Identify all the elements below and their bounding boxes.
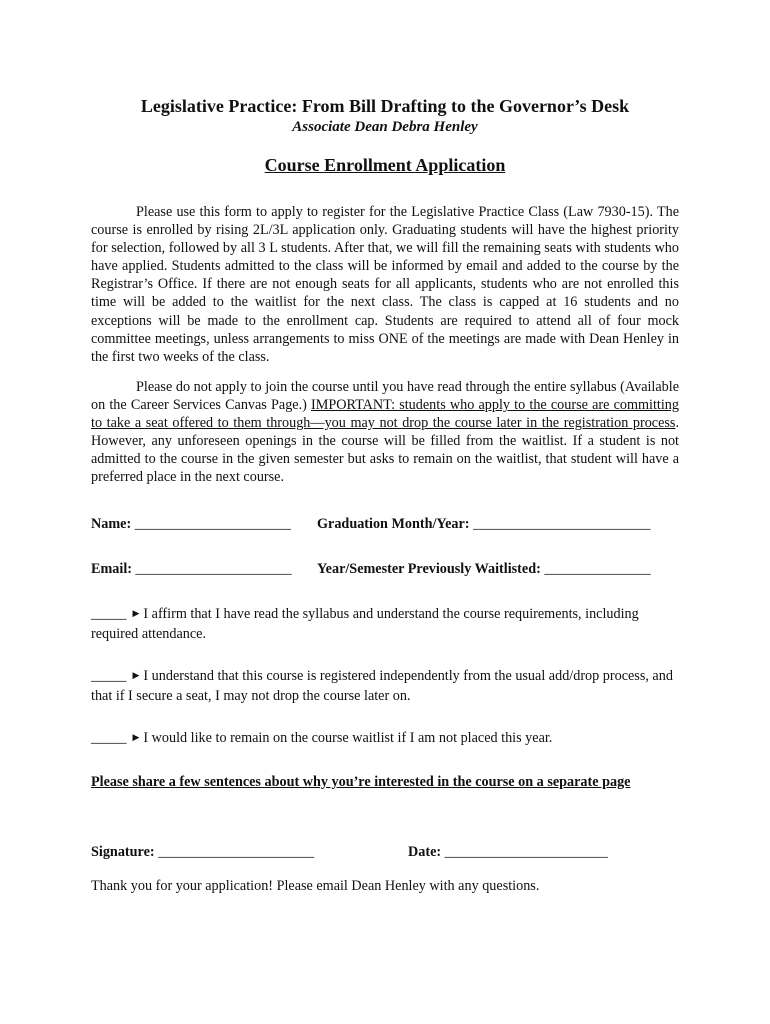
paragraph-2-start: Please do not apply to join the course until you have read through the entire syllabus (Available on the Career Services Canvas Page.) (91, 379, 679, 414)
instructor-name: Associate Dean Debra Henley (292, 119, 478, 135)
triangle-bullet-icon: ▶ (132, 608, 140, 618)
acknowledgement-syllabus (91, 605, 681, 644)
signature-label: Signature: (91, 844, 155, 860)
signature-field[interactable]: ______________________ (158, 844, 315, 860)
email-label: Email: (91, 561, 132, 577)
email-waitlist-row (91, 560, 691, 578)
course-title: Legislative Practice: From Bill Drafting to the Governor’s Desk (140, 96, 630, 116)
graduation-label: Graduation Month/Year: (317, 516, 470, 532)
initials-field[interactable]: _____ (91, 606, 127, 622)
graduation-group (317, 515, 650, 533)
name-label: Name: (91, 516, 132, 532)
acknowledgement-text: I affirm that I have read the syllabus and understand the course requirements, including required attendance. (91, 606, 639, 642)
waitlisted-group (317, 560, 651, 578)
graduation-field[interactable]: _________________________ (473, 516, 651, 532)
important-notice: IMPORTANT: students who apply to the course are committing to take a seat offered to them through—you may not drop the course later in the registration process (91, 397, 679, 432)
acknowledgement-text: I would like to remain on the course waitlist if I am not placed this year. (143, 730, 553, 746)
initials-field[interactable]: _____ (91, 668, 127, 684)
date-label: Date: (408, 844, 442, 860)
name-field[interactable]: ______________________ (134, 516, 291, 532)
intro-paragraph-2 (91, 378, 679, 487)
triangle-bullet-icon: ▶ (132, 732, 140, 742)
closing-note: Thank you for your application! Please email Dean Henley with any questions. (91, 878, 540, 894)
triangle-bullet-icon: ▶ (132, 670, 140, 680)
waitlisted-field[interactable]: _______________ (544, 561, 651, 577)
acknowledgement-text: I understand that this course is registered independently from the usual add/drop process, and that if I secure a seat, I may not drop the course later on. (91, 668, 673, 704)
initials-field[interactable]: _____ (91, 730, 127, 746)
email-field[interactable]: ______________________ (135, 561, 292, 577)
date-group (408, 843, 608, 861)
acknowledgement-registration (91, 667, 681, 706)
form-heading: Course Enrollment Application (264, 155, 506, 175)
signature-row (91, 843, 691, 861)
acknowledgement-waitlist (91, 729, 681, 749)
paragraph-2-end: . However, any unforeseen openings in the course will be filled from the waitlist. If a student is not admitted to the course in the given semester but asks to remain on the waitlist, that student will have a preferred place in the next course. (91, 415, 679, 486)
share-prompt: Please share a few sentences about why you’re interested in the course on a separate page (91, 774, 631, 790)
date-field[interactable]: _______________________ (444, 844, 608, 860)
name-graduation-row (91, 515, 691, 533)
waitlisted-label: Year/Semester Previously Waitlisted: (317, 561, 541, 577)
intro-paragraph-1: Please use this form to apply to register for the Legislative Practice Class (Law 7930-15). The course is enrolled by rising 2L/3L application only. Graduating students will have the highest priority for selection, followed by all 3 L students. After that, we will fill the remaining seats with students who have applied. Students admitted to the class will be informed by email and added to the course by the Registrar’s Office. If there are not enough seats for all applicants, students who are not enrolled this time will be added to the waitlist for the next class. The class is capped at 16 students and no exceptions will be made to the enrollment cap. Students are required to attend all of four mock committee meetings, unless arrangements to miss ONE of the meetings are made with Dean Henley in the first two weeks of the class. (91, 204, 679, 365)
